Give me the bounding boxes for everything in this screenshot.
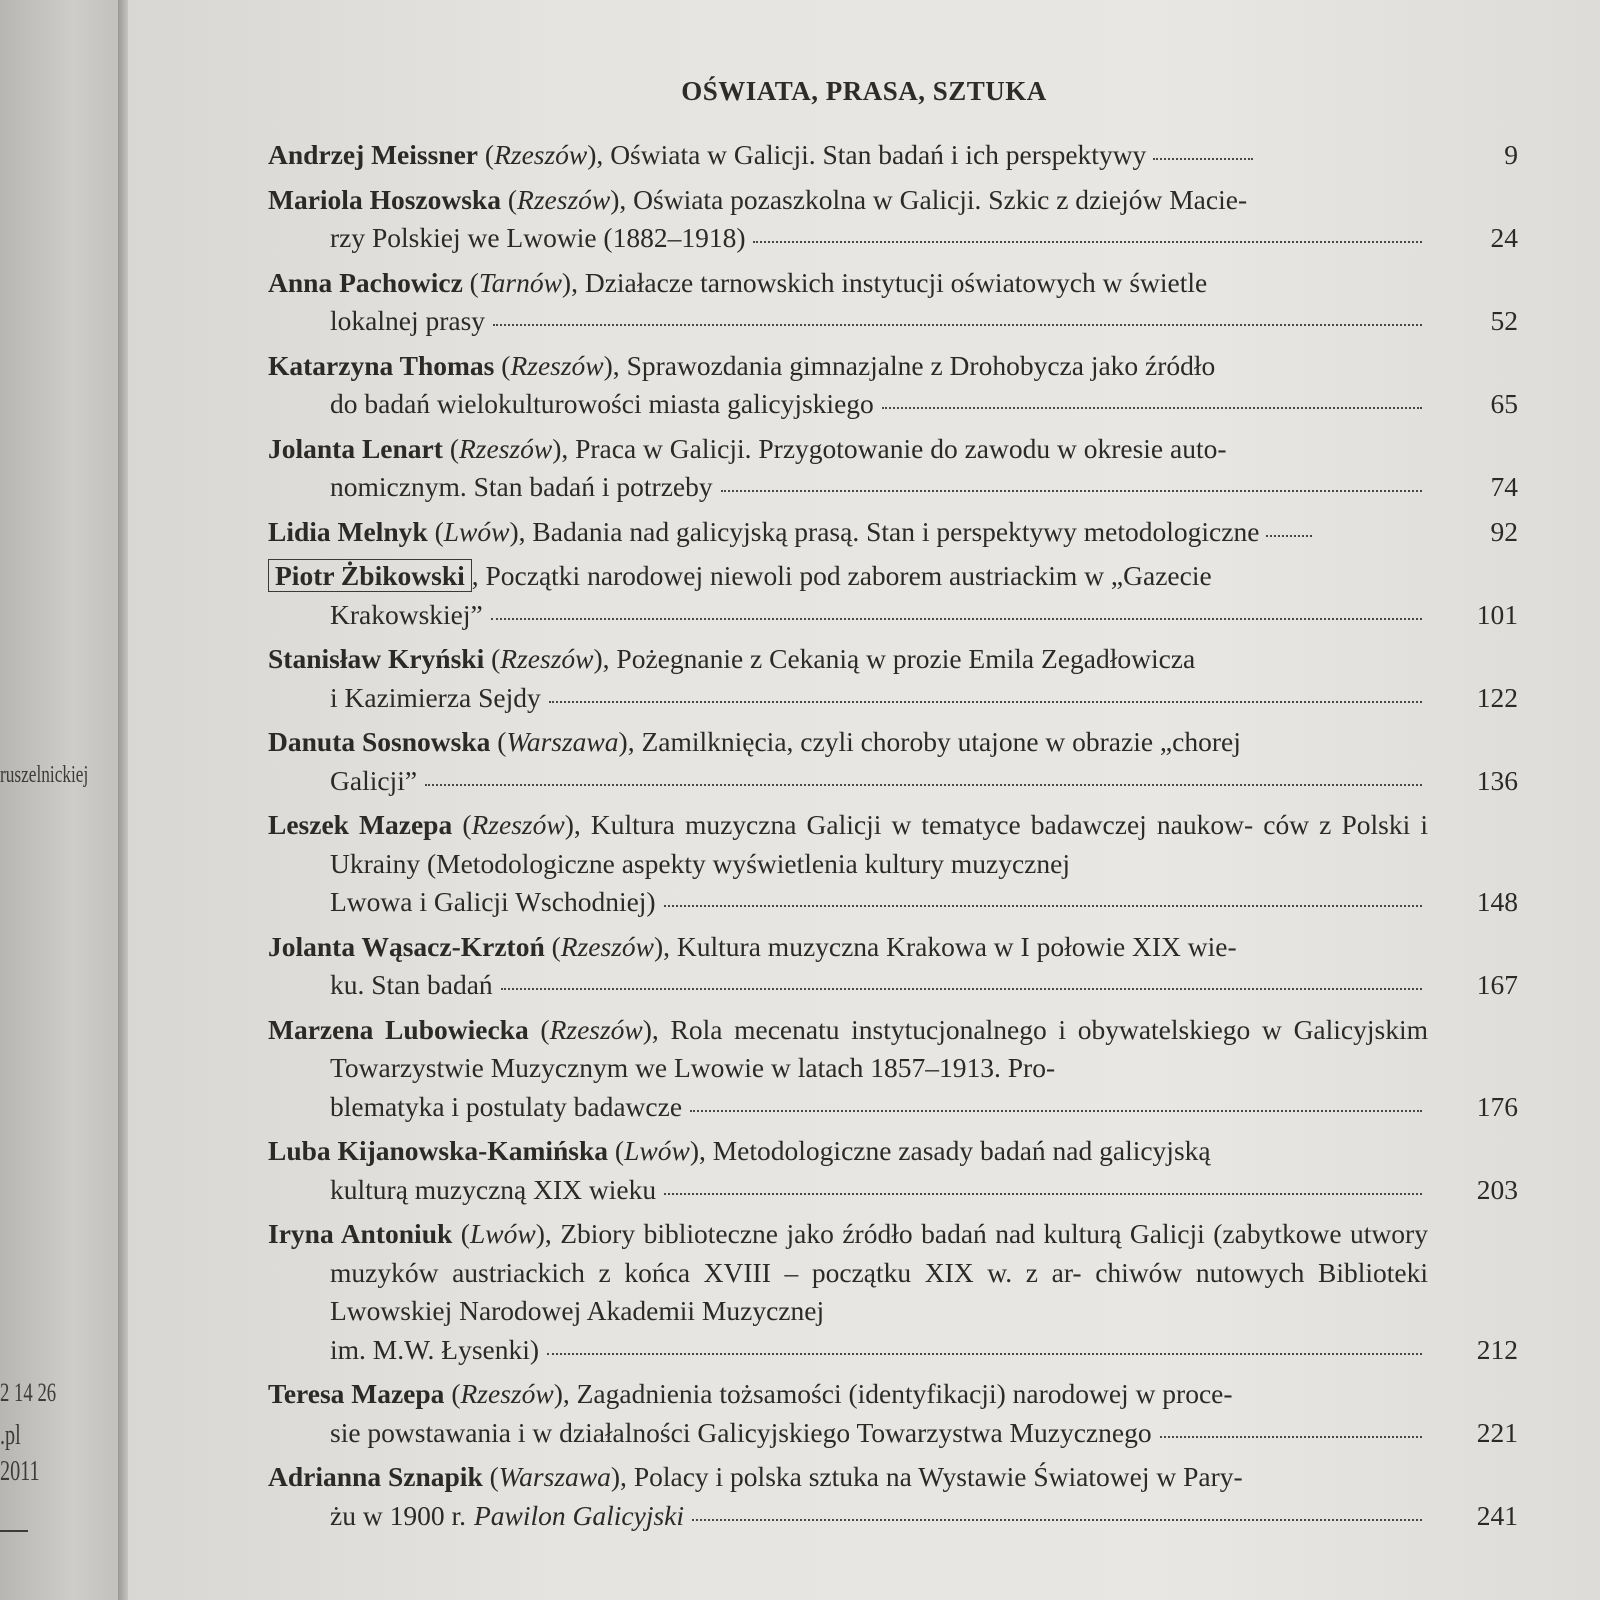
- toc-title-line: ców z Polski i Ukrainy (Metodologiczne aspekty wyświetlenia kultury muzycznej: [330, 809, 1428, 879]
- toc-city: Rzeszów: [560, 930, 654, 962]
- toc-title-line: w Galicyjskim Towarzystwie Muzycznym we Lwowie w latach 1857–1913. Pro-: [330, 1013, 1428, 1083]
- toc-title-line: Oświata pozaszkolna w Galicji. Szkic z dziejów Macie-: [633, 183, 1248, 215]
- toc-author: Lidia Melnyk: [268, 515, 428, 547]
- toc-title-line: Polacy i polska sztuka na Wystawie Światowej w Pary-: [633, 1461, 1243, 1492]
- toc-title-line: Metodologiczne zasady badań nad galicyjską: [712, 1135, 1211, 1166]
- toc-title-last: [330, 679, 1428, 718]
- toc-page-number: 52: [1490, 305, 1518, 336]
- toc-title-line: do badań wielokulturowości miasta galicyjskiego: [330, 388, 874, 419]
- toc-entry: Teresa Mazepa (Rzeszów), Zagadnienia tożsamości (identyfikacji) narodowej w proce- sie powstawania i w działalności Galicyjskiego Towarzystwa Muzycznego 221: [268, 1375, 1518, 1452]
- toc-title-last: [330, 1331, 1428, 1370]
- toc-title-line: Sprawozdania gimnazjalne z Drohobycza jako źródło: [626, 349, 1216, 381]
- toc-page-number: 65: [1490, 388, 1518, 419]
- toc-title-line: lokalnej prasy: [330, 305, 486, 336]
- left-page-fragment: 2011: [0, 1456, 40, 1487]
- dot-leader: [491, 618, 1422, 620]
- toc-entry: Lidia Melnyk (Lwów), Badania nad galicyjską prasą. Stan i perspektywy metodologiczne 92: [268, 513, 1518, 552]
- toc-title-line: Badania nad galicyjską prasą. Stan i perspektywy metodologiczne: [532, 515, 1260, 547]
- toc-city: Tarnów: [478, 266, 562, 298]
- toc-title-line: Rola mecenatu instytucjonalnego i obywatelskiego: [670, 1013, 1251, 1045]
- dot-leader: [690, 1110, 1422, 1112]
- toc-title-last: [330, 302, 1428, 341]
- left-page-fragment: .pl: [0, 1420, 21, 1451]
- toc-page-number: 136: [1476, 764, 1518, 796]
- toc-author: Katarzyna Thomas: [268, 349, 495, 381]
- toc-author: Luba Kijanowska-Kamińska: [268, 1135, 609, 1166]
- toc-title-line: chiwów nutowych Biblioteki Lwowskiej Narodowej Akademii Muzycznej: [330, 1256, 1428, 1326]
- toc-author: Marzena Lubowiecka: [268, 1013, 529, 1045]
- toc-page-number: 92: [1490, 515, 1518, 547]
- toc-page-number: 176: [1476, 1090, 1518, 1122]
- toc-page-number: 167: [1476, 969, 1518, 1000]
- dot-leader: [1266, 535, 1312, 537]
- toc-entry: Mariola Hoszowska (Rzeszów), Oświata pozaszkolna w Galicji. Szkic z dziejów Macie- rzy Polskiej we Lwowie (1882–1918) 24: [268, 181, 1518, 258]
- toc-title-line: Kultura muzyczna Krakowa w I połowie XIX wie-: [676, 930, 1237, 962]
- toc-city: Rzeszów: [549, 1013, 643, 1045]
- table-of-contents: [268, 136, 1518, 1541]
- toc-title-line: nomicznym. Stan badań i potrzeby: [330, 471, 713, 502]
- dot-leader: [692, 1519, 1422, 1521]
- toc-title-line: im. M.W. Łysenki): [330, 1333, 540, 1365]
- toc-page-number: 9: [1504, 139, 1518, 170]
- toc-title-italic: Pawilon Galicyjski: [473, 1499, 685, 1531]
- toc-page-number: 122: [1476, 681, 1518, 713]
- dot-leader: [425, 784, 1422, 786]
- toc-title-last: [330, 1414, 1428, 1453]
- toc-page-number: 203: [1476, 1173, 1518, 1205]
- toc-entry: Adrianna Sznapik (Warszawa), Polacy i polska sztuka na Wystawie Światowej w Pary- żu w 1900 r. Pawilon Galicyjski 241: [268, 1458, 1518, 1535]
- toc-entry: Marzena Lubowiecka (Rzeszów), Rola mecenatu instytucjonalnego i obywatelskiego w Galicyjskim Towarzystwie Muzycznym we Lwowie w latach 1857–1913. Pro- blematyka i postulaty badawcze 176: [268, 1011, 1518, 1127]
- toc-entry: Piotr Żbikowski , Początki narodowej niewoli pod zaborem austriackim w „Gazecie Krakowskiej” 101: [268, 557, 1518, 634]
- toc-author: Iryna Antoniuk: [268, 1218, 453, 1249]
- toc-title-last: [330, 385, 1428, 424]
- toc-entry: Andrzej Meissner (Rzeszów), Oświata w Galicji. Stan badań i ich perspektywy 9: [268, 136, 1518, 175]
- toc-author: Anna Pachowicz: [268, 266, 463, 298]
- left-page-fragment: 2 14 26: [0, 1378, 57, 1407]
- toc-title-last: [330, 966, 1428, 1005]
- toc-author: Leszek Mazepa: [268, 809, 453, 840]
- toc-title-last: [330, 883, 1428, 922]
- toc-page-number: 148: [1476, 886, 1518, 917]
- toc-title-line: (zabytkowe utwory muzyków austriackich z końca XVIII – początku XIX w. z ar-: [330, 1218, 1428, 1288]
- toc-title-line: Początki narodowej niewoli pod zaborem austriackim w „Gazecie: [485, 560, 1212, 591]
- toc-city: Lwów: [624, 1135, 690, 1166]
- left-page: [0, 0, 122, 1600]
- toc-entry: Leszek Mazepa (Rzeszów), Kultura muzyczna Galicji w tematyce badawczej naukow- ców z Polski i Ukrainy (Metodologiczne aspekty wyświetlenia kultury muzycznej Lwowa i Galicji Wschodniej) 148: [268, 806, 1518, 922]
- dot-leader: [1160, 1436, 1422, 1438]
- toc-title-last: [330, 219, 1428, 258]
- toc-title-line: Działacze tarnowskich instytucji oświatowych w świetle: [584, 266, 1208, 298]
- toc-entry: Luba Kijanowska-Kamińska (Lwów), Metodologiczne zasady badań nad galicyjską kulturą muzyczną XIX wieku 203: [268, 1132, 1518, 1209]
- dot-leader: [501, 988, 1422, 990]
- toc-title-line: ku. Stan badań: [330, 969, 493, 1000]
- toc-city: Rzeszów: [510, 349, 604, 381]
- toc-title-line: Praca w Galicji. Przygotowanie do zawodu w okresie auto-: [575, 432, 1227, 464]
- toc-city: Rzeszów: [500, 643, 594, 674]
- toc-entry: Jolanta Lenart (Rzeszów), Praca w Galicji. Przygotowanie do zawodu w okresie auto- nomicznym. Stan badań i potrzeby 74: [268, 430, 1518, 507]
- toc-entry: Jolanta Wąsacz-Krztoń (Rzeszów), Kultura muzyczna Krakowa w I połowie XIX wie- ku. Stan badań 167: [268, 928, 1518, 1005]
- dot-leader: [1153, 158, 1253, 160]
- toc-title-line: blematyka i postulaty badawcze: [330, 1090, 683, 1122]
- dot-leader: [549, 701, 1422, 703]
- section-title: OŚWIATA, PRASA, SZTUKA: [681, 76, 1047, 106]
- toc-city: Rzeszów: [460, 1378, 554, 1409]
- dot-leader: [753, 241, 1422, 243]
- toc-page-number: 101: [1476, 598, 1518, 630]
- toc-title-line: rzy Polskiej we Lwowie (1882–1918): [330, 222, 746, 253]
- toc-entry: Danuta Sosnowska (Warszawa), Zamilknięcia, czyli choroby utajone w obrazie „chorej Galicji” 136: [268, 723, 1518, 800]
- toc-author: Teresa Mazepa: [268, 1378, 445, 1409]
- toc-author: Stanisław Kryński: [268, 643, 485, 674]
- toc-page-number: 24: [1490, 222, 1518, 253]
- toc-entry: Katarzyna Thomas (Rzeszów), Sprawozdania gimnazjalne z Drohobycza jako źródło do badań wielokulturowości miasta galicyjskiego 65: [268, 347, 1518, 424]
- toc-title-line: Zbiory biblioteczne jako źródło badań nad kulturą Galicji: [560, 1218, 1205, 1249]
- toc-title-line: Lwowa i Galicji Wschodniej): [330, 886, 656, 917]
- toc-title-last: [330, 1088, 1428, 1127]
- toc-title-line: i Kazimierza Sejdy: [330, 681, 541, 713]
- toc-author: Danuta Sosnowska: [268, 726, 491, 757]
- toc-title-line: Pożegnanie z Cekanią w prozie Emila Zegadłowicza: [616, 643, 1196, 674]
- toc-title-last: [330, 468, 1428, 507]
- toc-city: Lwów: [443, 515, 510, 547]
- dot-leader: [664, 1193, 1422, 1195]
- toc-city: Lwów: [469, 1218, 536, 1249]
- right-page: [128, 0, 1600, 1600]
- toc-title-line: sie powstawania i w działalności Galicyjskiego Towarzystwa Muzycznego: [330, 1416, 1152, 1448]
- toc-entry: Iryna Antoniuk (Lwów), Zbiory biblioteczne jako źródło badań nad kulturą Galicji (zabytkowe utwory muzyków austriackich z końca XVIII – początku XIX w. z ar- chiwów nutowych Biblioteki Lwowskiej Narodowej Akademii Muzycznej im. M.W. Łysenki) 212: [268, 1215, 1518, 1369]
- toc-title-last: [330, 1497, 1428, 1536]
- toc-city: Rzeszów: [494, 139, 588, 170]
- toc-page-number: 241: [1476, 1499, 1518, 1531]
- toc-title-line: Oświata w Galicji. Stan badań i ich perspektywy: [610, 139, 1147, 170]
- toc-author: Adrianna Sznapik: [268, 1461, 483, 1492]
- toc-title-line: Krakowskiej”: [330, 598, 483, 630]
- toc-city: Rzeszów: [458, 432, 553, 464]
- toc-title-line: żu w 1900 r.: [330, 1499, 466, 1531]
- toc-title-last: [330, 762, 1428, 801]
- toc-author: Jolanta Wąsacz-Krztoń: [268, 930, 545, 962]
- dot-leader: [882, 407, 1422, 409]
- toc-author: Jolanta Lenart: [268, 432, 443, 464]
- toc-city: Rzeszów: [517, 183, 611, 215]
- toc-title-last: [330, 1171, 1428, 1210]
- toc-title-line: Zagadnienia tożsamości (identyfikacji) narodowej w proce-: [576, 1378, 1233, 1409]
- toc-city: Warszawa: [498, 1461, 611, 1492]
- left-page-fragment: ruszelnickiej: [0, 762, 89, 788]
- toc-title-line: Kultura muzyczna Galicji w tematyce badawczej naukow-: [590, 809, 1254, 840]
- toc-author: Andrzej Meissner: [268, 139, 479, 170]
- toc-title-line: Galicji”: [330, 764, 418, 796]
- toc-entry: Anna Pachowicz (Tarnów), Działacze tarnowskich instytucji oświatowych w świetle lokalnej prasy 52: [268, 264, 1518, 341]
- toc-page-number: 221: [1476, 1416, 1518, 1448]
- toc-author: Mariola Hoszowska: [268, 183, 501, 215]
- dot-leader: [547, 1353, 1422, 1355]
- toc-page-number: 74: [1490, 471, 1518, 502]
- toc-title-line: kulturą muzyczną XIX wieku: [330, 1173, 657, 1205]
- toc-city: Rzeszów: [471, 809, 565, 840]
- toc-entry: Stanisław Kryński (Rzeszów), Pożegnanie z Cekanią w prozie Emila Zegadłowicza i Kazimierza Sejdy 122: [268, 640, 1518, 717]
- dot-leader: [721, 490, 1422, 492]
- toc-page-number: 212: [1476, 1333, 1518, 1365]
- toc-title-last: [330, 596, 1428, 635]
- toc-author: Piotr Żbikowski: [268, 559, 472, 592]
- left-page-rule: [0, 1530, 28, 1532]
- dot-leader: [664, 905, 1422, 907]
- toc-city: Warszawa: [506, 726, 619, 757]
- toc-title-line: Zamilknięcia, czyli choroby utajone w obrazie „chorej: [641, 726, 1241, 757]
- dot-leader: [493, 324, 1422, 326]
